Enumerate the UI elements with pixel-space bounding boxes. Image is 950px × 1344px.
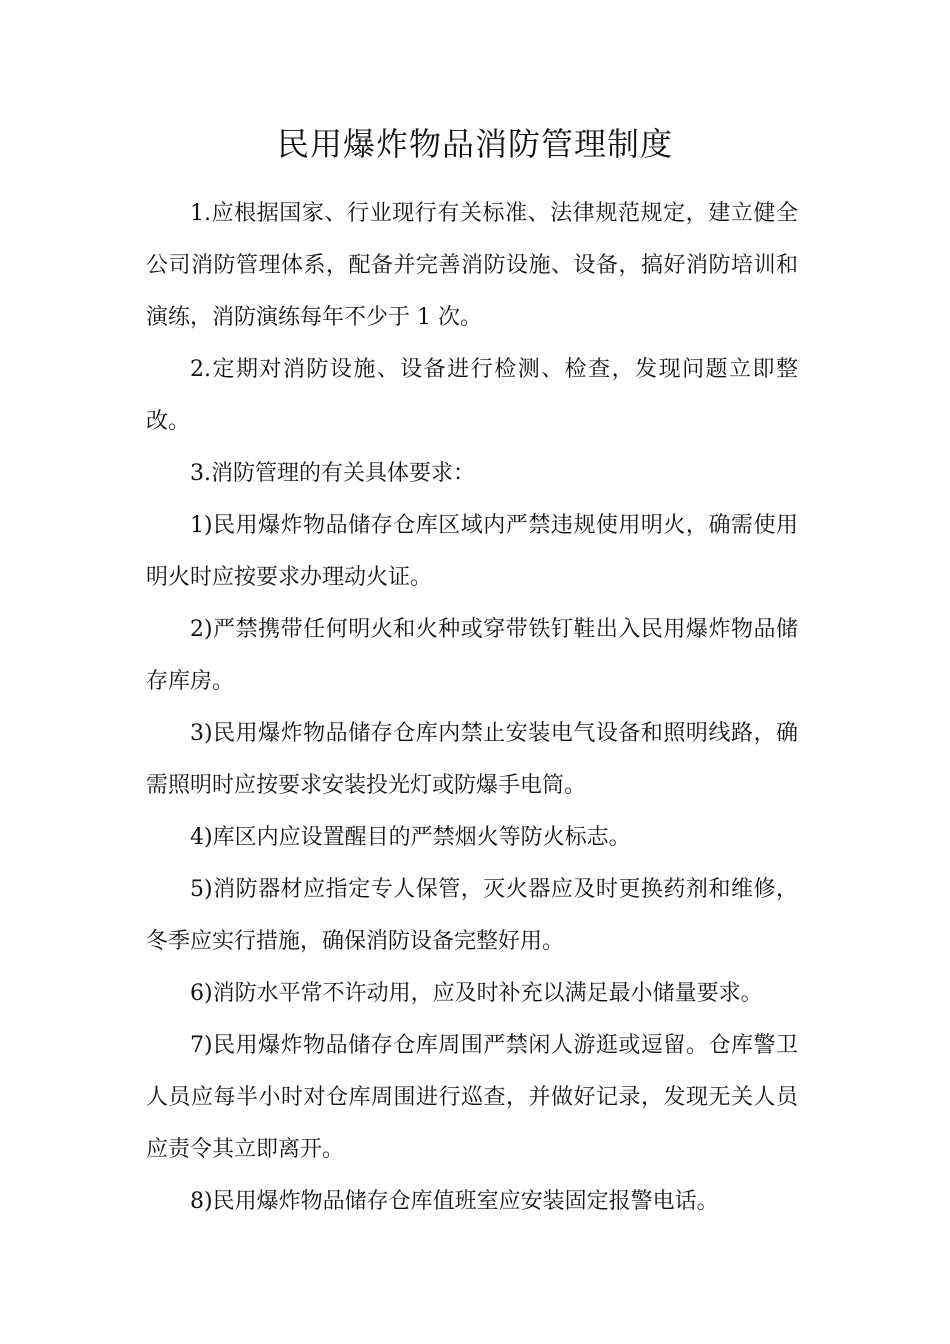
requirement-4: 4)库区内应设置醒目的严禁烟火等防火标志。 [190,825,631,850]
requirement-8: 8)民用爆炸物品储存仓库值班室应安装固定报警电话。 [190,1189,719,1214]
requirement-5: 5)消防器材应指定专人保管，灭火器应及时更换药剂和维修，冬季应实行措施，确保消防设备完整好用。 [146,877,798,954]
document-body [146,188,798,1228]
document-title: 民用爆炸物品消防管理制度 [276,125,673,163]
paragraph-3: 3.消防管理的有关具体要求： [190,461,475,486]
paragraph-1: 1.应根据国家、行业现行有关标准、法律规范规定，建立健全公司消防管理体系，配备并完善消防设施、设备，搞好消防培训和演练，消防演练每年不少于 1 次。 [146,201,798,330]
requirement-3: 3)民用爆炸物品储存仓库内禁止安装电气设备和照明线路，确需照明时应按要求安装投光灯或防爆手电筒。 [146,721,798,798]
requirement-6: 6)消防水平常不许动用，应及时补充以满足最小储量要求。 [190,981,763,1006]
requirement-1: 1)民用爆炸物品储存仓库区域内严禁违规使用明火，确需使用明火时应按要求办理动火证。 [146,513,798,590]
paragraph-2: 2.定期对消防设施、设备进行检测、检查，发现问题立即整改。 [146,357,798,434]
requirement-7: 7)民用爆炸物品储存仓库周围严禁闲人游逛或逗留。仓库警卫人员应每半小时对仓库周围进行巡查，并做好记录，发现无关人员应责令其立即离开。 [146,1033,798,1162]
requirement-2: 2)严禁携带任何明火和火种或穿带铁钉鞋出入民用爆炸物品储存库房。 [146,617,798,694]
